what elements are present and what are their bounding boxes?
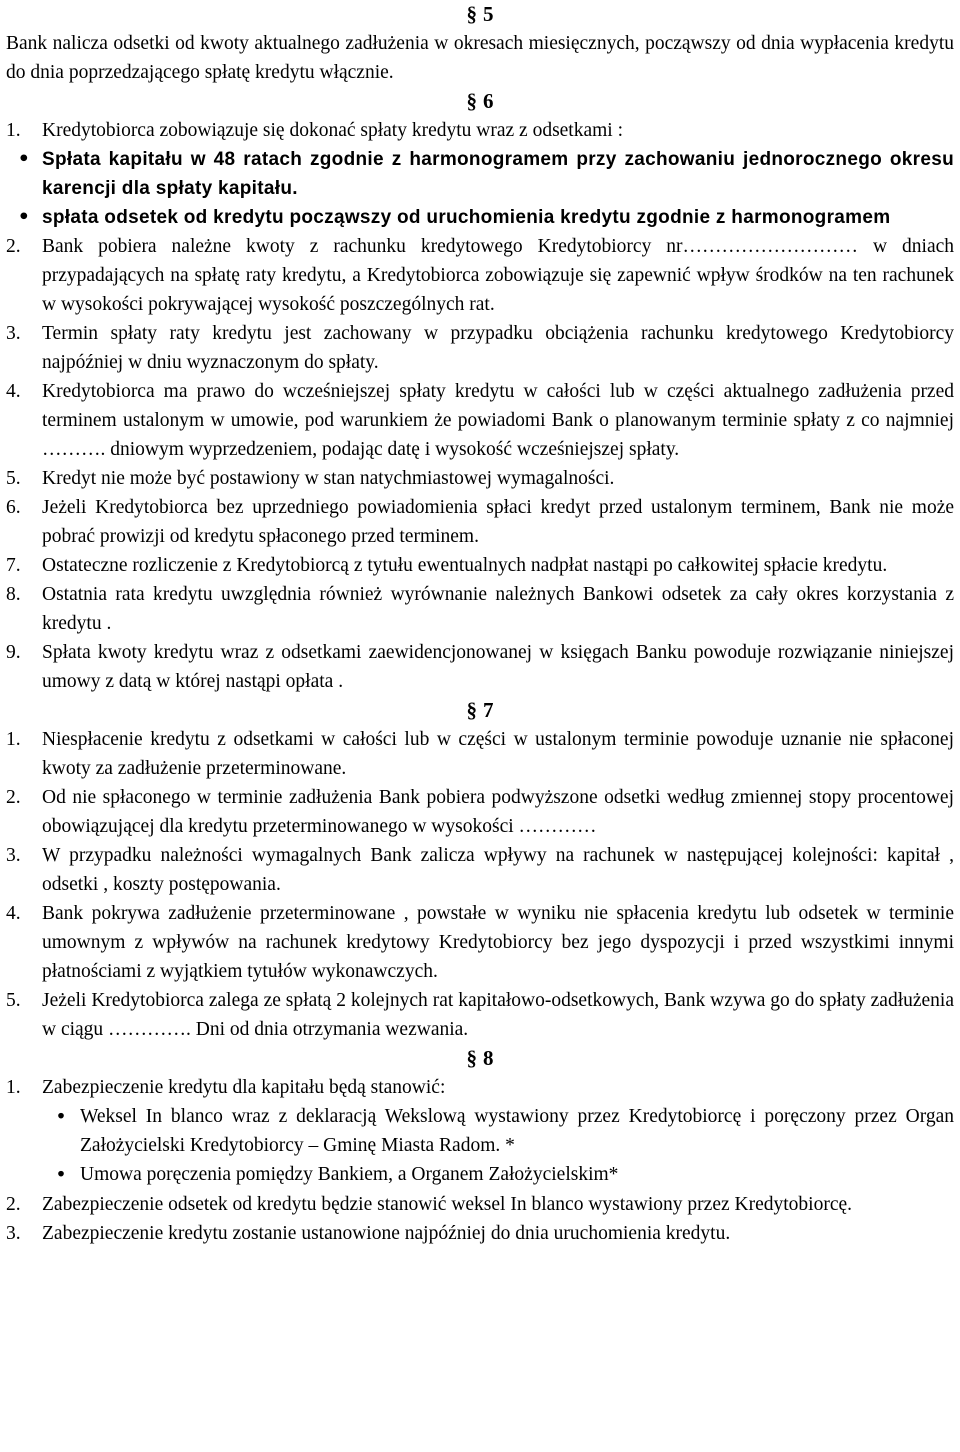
item-number: 2. — [6, 236, 21, 257]
item-number: 1. — [6, 120, 21, 141]
item-text: Ostatnia rata kredytu uwzględnia również wyrównanie należnych Bankowi odsetek za cały okres korzystania z kredytu . — [42, 584, 954, 634]
item-text: W przypadku należności wymagalnych Bank zalicza wpływy na rachunek w następującej kolejności: kapitał , odsetki , koszty postępowania. — [42, 845, 954, 895]
list-item — [6, 551, 954, 580]
section-heading-7 — [6, 696, 954, 725]
document-page — [6, 0, 954, 1248]
item-number: 2. — [6, 1194, 21, 1215]
bullet-item — [6, 203, 954, 232]
bullet-icon — [6, 203, 42, 232]
item-text: Jeżeli Kredytobiorca zalega ze spłatą 2 kolejnych rat kapitałowo-odsetkowych, Bank wzywa go do spłaty zadłużenia w ciągu …………. Dni od dnia otrzymania wezwania. — [42, 990, 954, 1040]
bullet-icon — [42, 1102, 80, 1160]
list-item — [6, 725, 954, 783]
section-symbol: § — [466, 698, 477, 722]
section-number: 6 — [483, 89, 494, 113]
list-item — [6, 464, 954, 493]
section-heading-6 — [6, 87, 954, 116]
bullet-icon — [42, 1160, 80, 1190]
sub-bullet-text: Umowa poręczenia pomiędzy Bankiem, a Organem Założycielskim* — [80, 1164, 619, 1185]
section-heading-5 — [6, 0, 954, 29]
item-number: 3. — [6, 323, 21, 344]
item-text: Spłata kwoty kredytu wraz z odsetkami zaewidencjonowanej w księgach Banku powoduje rozwiązanie niniejszej umowy z datą w której nastąpi opłata . — [42, 642, 954, 692]
item-number: 6. — [6, 497, 21, 518]
list-item — [6, 841, 954, 899]
item-number: 1. — [6, 1077, 21, 1098]
bullet-icon — [6, 145, 42, 203]
sub-bullet-item — [42, 1160, 954, 1190]
item-number: 1. — [6, 729, 21, 750]
section-number: 5 — [483, 2, 494, 26]
bullet-text: Spłata kapitału w 48 ratach zgodnie z harmonogramem przy zachowaniu jednorocznego okresu karencji dla spłaty kapitału. — [42, 149, 954, 199]
list-item — [6, 493, 954, 551]
section-heading-8 — [6, 1044, 954, 1073]
item-text: Kredytobiorca zobowiązuje się dokonać spłaty kredytu wraz z odsetkami : — [42, 120, 624, 141]
section-symbol: § — [466, 2, 477, 26]
item-text: Kredytobiorca ma prawo do wcześniejszej spłaty kredytu w całości lub w części aktualnego zadłużenia przed terminem ustalonym w umowie, pod warunkiem że powiadomi Bank o planowanym terminie spłaty z co najmniej ………. dniowym wyprzedzeniem, podając datę i wysokość wcześniejszej spłaty. — [42, 381, 954, 460]
item-text: Jeżeli Kredytobiorca bez uprzedniego powiadomienia spłaci kredyt przed ustalonym terminem, Bank nie może pobrać prowizji od kredytu spłaconego przed terminem. — [42, 497, 954, 547]
item-number: 9. — [6, 642, 21, 663]
list-item — [6, 638, 954, 696]
item-text: Bank pokrywa zadłużenie przeterminowane , powstałe w wyniku nie spłacenia kredytu lub odsetek w terminie umownym z wpływów na rachunek kredytowy Kredytobiorcy bez jego dyspozycji i przed wszystkimi innymi płatnościami z wyjątkiem tytułów wykonawczych. — [42, 903, 954, 982]
list-item — [6, 232, 954, 319]
item-text: Bank pobiera należne kwoty z rachunku kredytowego Kredytobiorcy nr……………………… w dniach przypadających na spłatę raty kredytu, a Kredytobiorca zobowiązuje się zapewnić wpływ środków na ten rachunek w wysokości pokrywającej wysokość poszczególnych rat. — [42, 236, 954, 315]
item-number: 4. — [6, 381, 21, 402]
sub-bullet-item — [42, 1102, 954, 1160]
list-item — [6, 319, 954, 377]
item-text: Niespłacenie kredytu z odsetkami w całości lub w części w ustalonym terminie powoduje uznanie nie spłaconej kwoty za zadłużenie przeterminowane. — [42, 729, 954, 779]
list-item — [6, 783, 954, 841]
section-5-paragraph: Bank nalicza odsetki od kwoty aktualnego zadłużenia w okresach miesięcznych, począwszy od dnia wypłacenia kredytu do dnia poprzedzającego spłatę kredytu włącznie. — [6, 33, 954, 83]
section-symbol: § — [466, 89, 477, 113]
list-item — [6, 116, 954, 145]
item-number: 5. — [6, 468, 21, 489]
list-item — [6, 899, 954, 986]
sub-bullet-text: Weksel In blanco wraz z deklaracją Wekslową wystawiony przez Kredytobiorcę i poręczony przez Organ Założycielski Kredytobiorcy – Gminę Miasta Radom. * — [80, 1106, 954, 1156]
section-symbol: § — [466, 1046, 477, 1070]
list-item — [6, 377, 954, 464]
list-item — [6, 1219, 954, 1248]
item-text: Ostateczne rozliczenie z Kredytobiorcą z tytułu ewentualnych nadpłat nastąpi po całkowitej spłacie kredytu. — [42, 555, 888, 576]
item-number: 2. — [6, 787, 21, 808]
item-number: 5. — [6, 990, 21, 1011]
list-item — [6, 1190, 954, 1219]
bullet-text: spłata odsetek od kredytu począwszy od uruchomienia kredytu zgodnie z harmonogramem — [42, 207, 891, 228]
item-number: 4. — [6, 903, 21, 924]
item-text: Zabezpieczenie odsetek od kredytu będzie stanowić weksel In blanco wystawiony przez Kredytobiorcę. — [42, 1194, 853, 1215]
item-number: 3. — [6, 845, 21, 866]
section-number: 8 — [483, 1046, 494, 1070]
bullet-item — [6, 145, 954, 203]
item-number: 8. — [6, 584, 21, 605]
item-text: Termin spłaty raty kredytu jest zachowany w przypadku obciążenia rachunku kredytowego Kredytobiorcy najpóźniej w dniu wyznaczonym do spłaty. — [42, 323, 954, 373]
section-number: 7 — [483, 698, 494, 722]
list-item — [6, 580, 954, 638]
item-number: 7. — [6, 555, 21, 576]
item-text: Zabezpieczenie kredytu zostanie ustanowione najpóźniej do dnia uruchomienia kredytu. — [42, 1223, 731, 1244]
item-text: Zabezpieczenie kredytu dla kapitału będą stanowić: — [42, 1077, 446, 1098]
item-text: Od nie spłaconego w terminie zadłużenia Bank pobiera podwyższone odsetki według zmiennej stopy procentowej obowiązującej dla kredytu przeterminowanego w wysokości ………… — [42, 787, 954, 837]
list-item — [6, 986, 954, 1044]
sub-bullet-list — [42, 1102, 954, 1190]
item-text: Kredyt nie może być postawiony w stan natychmiastowej wymagalności. — [42, 468, 615, 489]
item-number: 3. — [6, 1223, 21, 1244]
list-item — [6, 1073, 954, 1102]
